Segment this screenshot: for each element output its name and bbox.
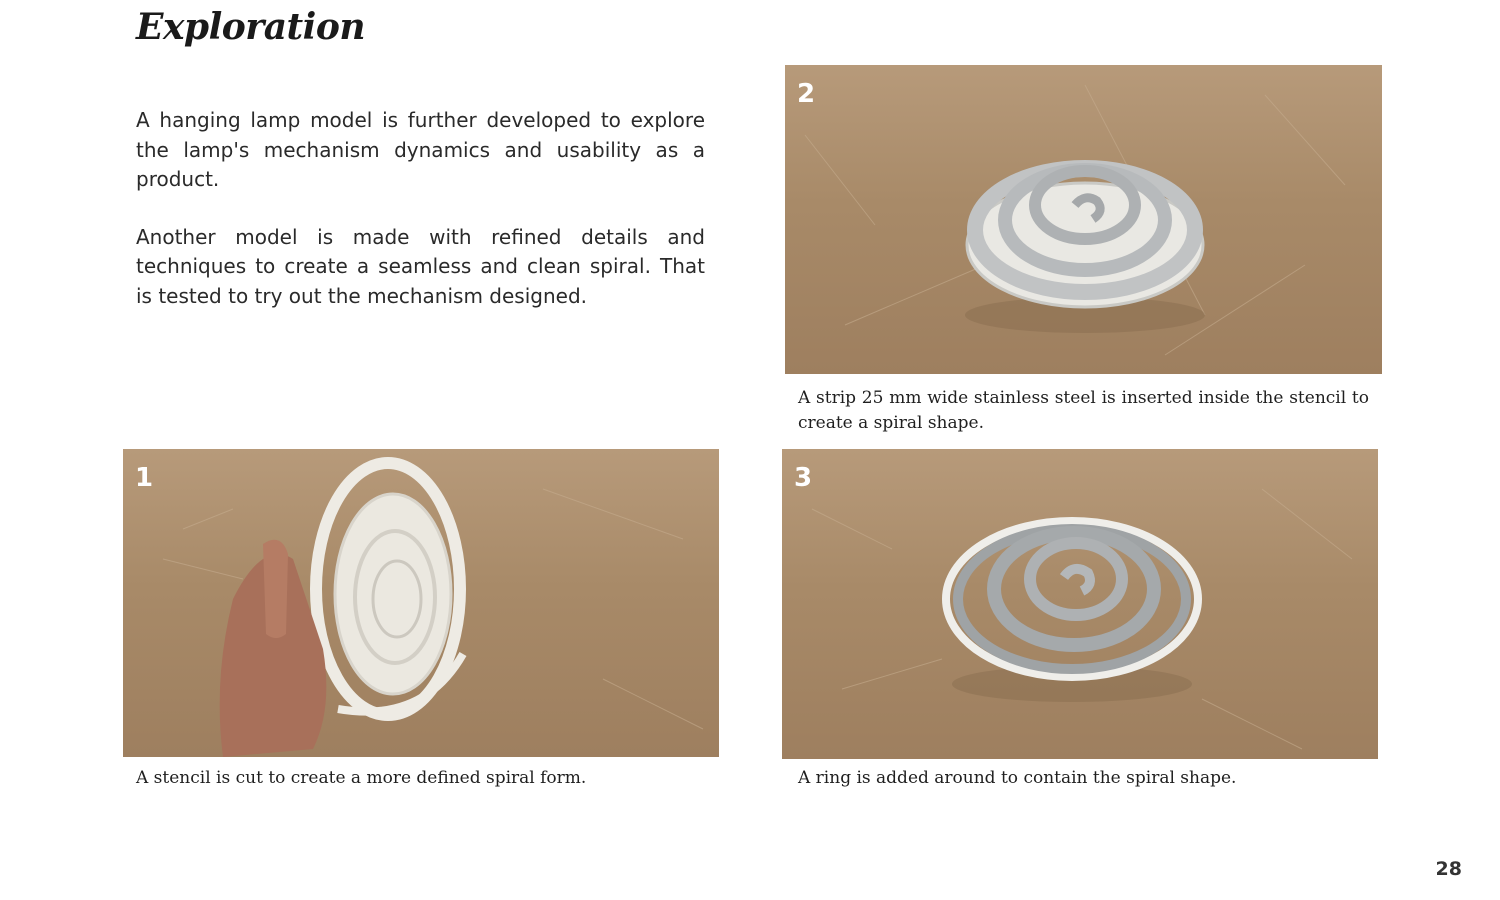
intro-text [136, 106, 705, 339]
page-number: 28 [1435, 858, 1462, 880]
photo-2-steel-spiral-in-stencil [785, 65, 1382, 374]
photo-1-image [123, 449, 719, 757]
photo-2-caption: A strip 25 mm wide stainless steel is inserted inside the stencil to create a spiral shape. [798, 388, 1369, 433]
photo-3-caption: A ring is added around to contain the spiral shape. [798, 768, 1237, 788]
photo-1-hand-holding-stencil [123, 449, 719, 757]
photo-1-caption: A stencil is cut to create a more defined spiral form. [136, 768, 587, 788]
intro-paragraph-1: A hanging lamp model is further developed to explore the lamp's mechanism dynamics and usability as a product. [136, 108, 705, 191]
photo-1-number: 1 [135, 463, 154, 493]
photo-2-image [785, 65, 1382, 374]
photo-2-number: 2 [797, 79, 816, 109]
photo-3-image [782, 449, 1378, 759]
page-title: Exploration [136, 6, 366, 48]
photo-3-number: 3 [794, 463, 813, 493]
intro-paragraph-2: Another model is made with refined details and techniques to create a seamless and clean spiral. That is tested to try out the mechanism designed. [136, 224, 705, 308]
photo-3-spiral-with-ring [782, 449, 1378, 759]
